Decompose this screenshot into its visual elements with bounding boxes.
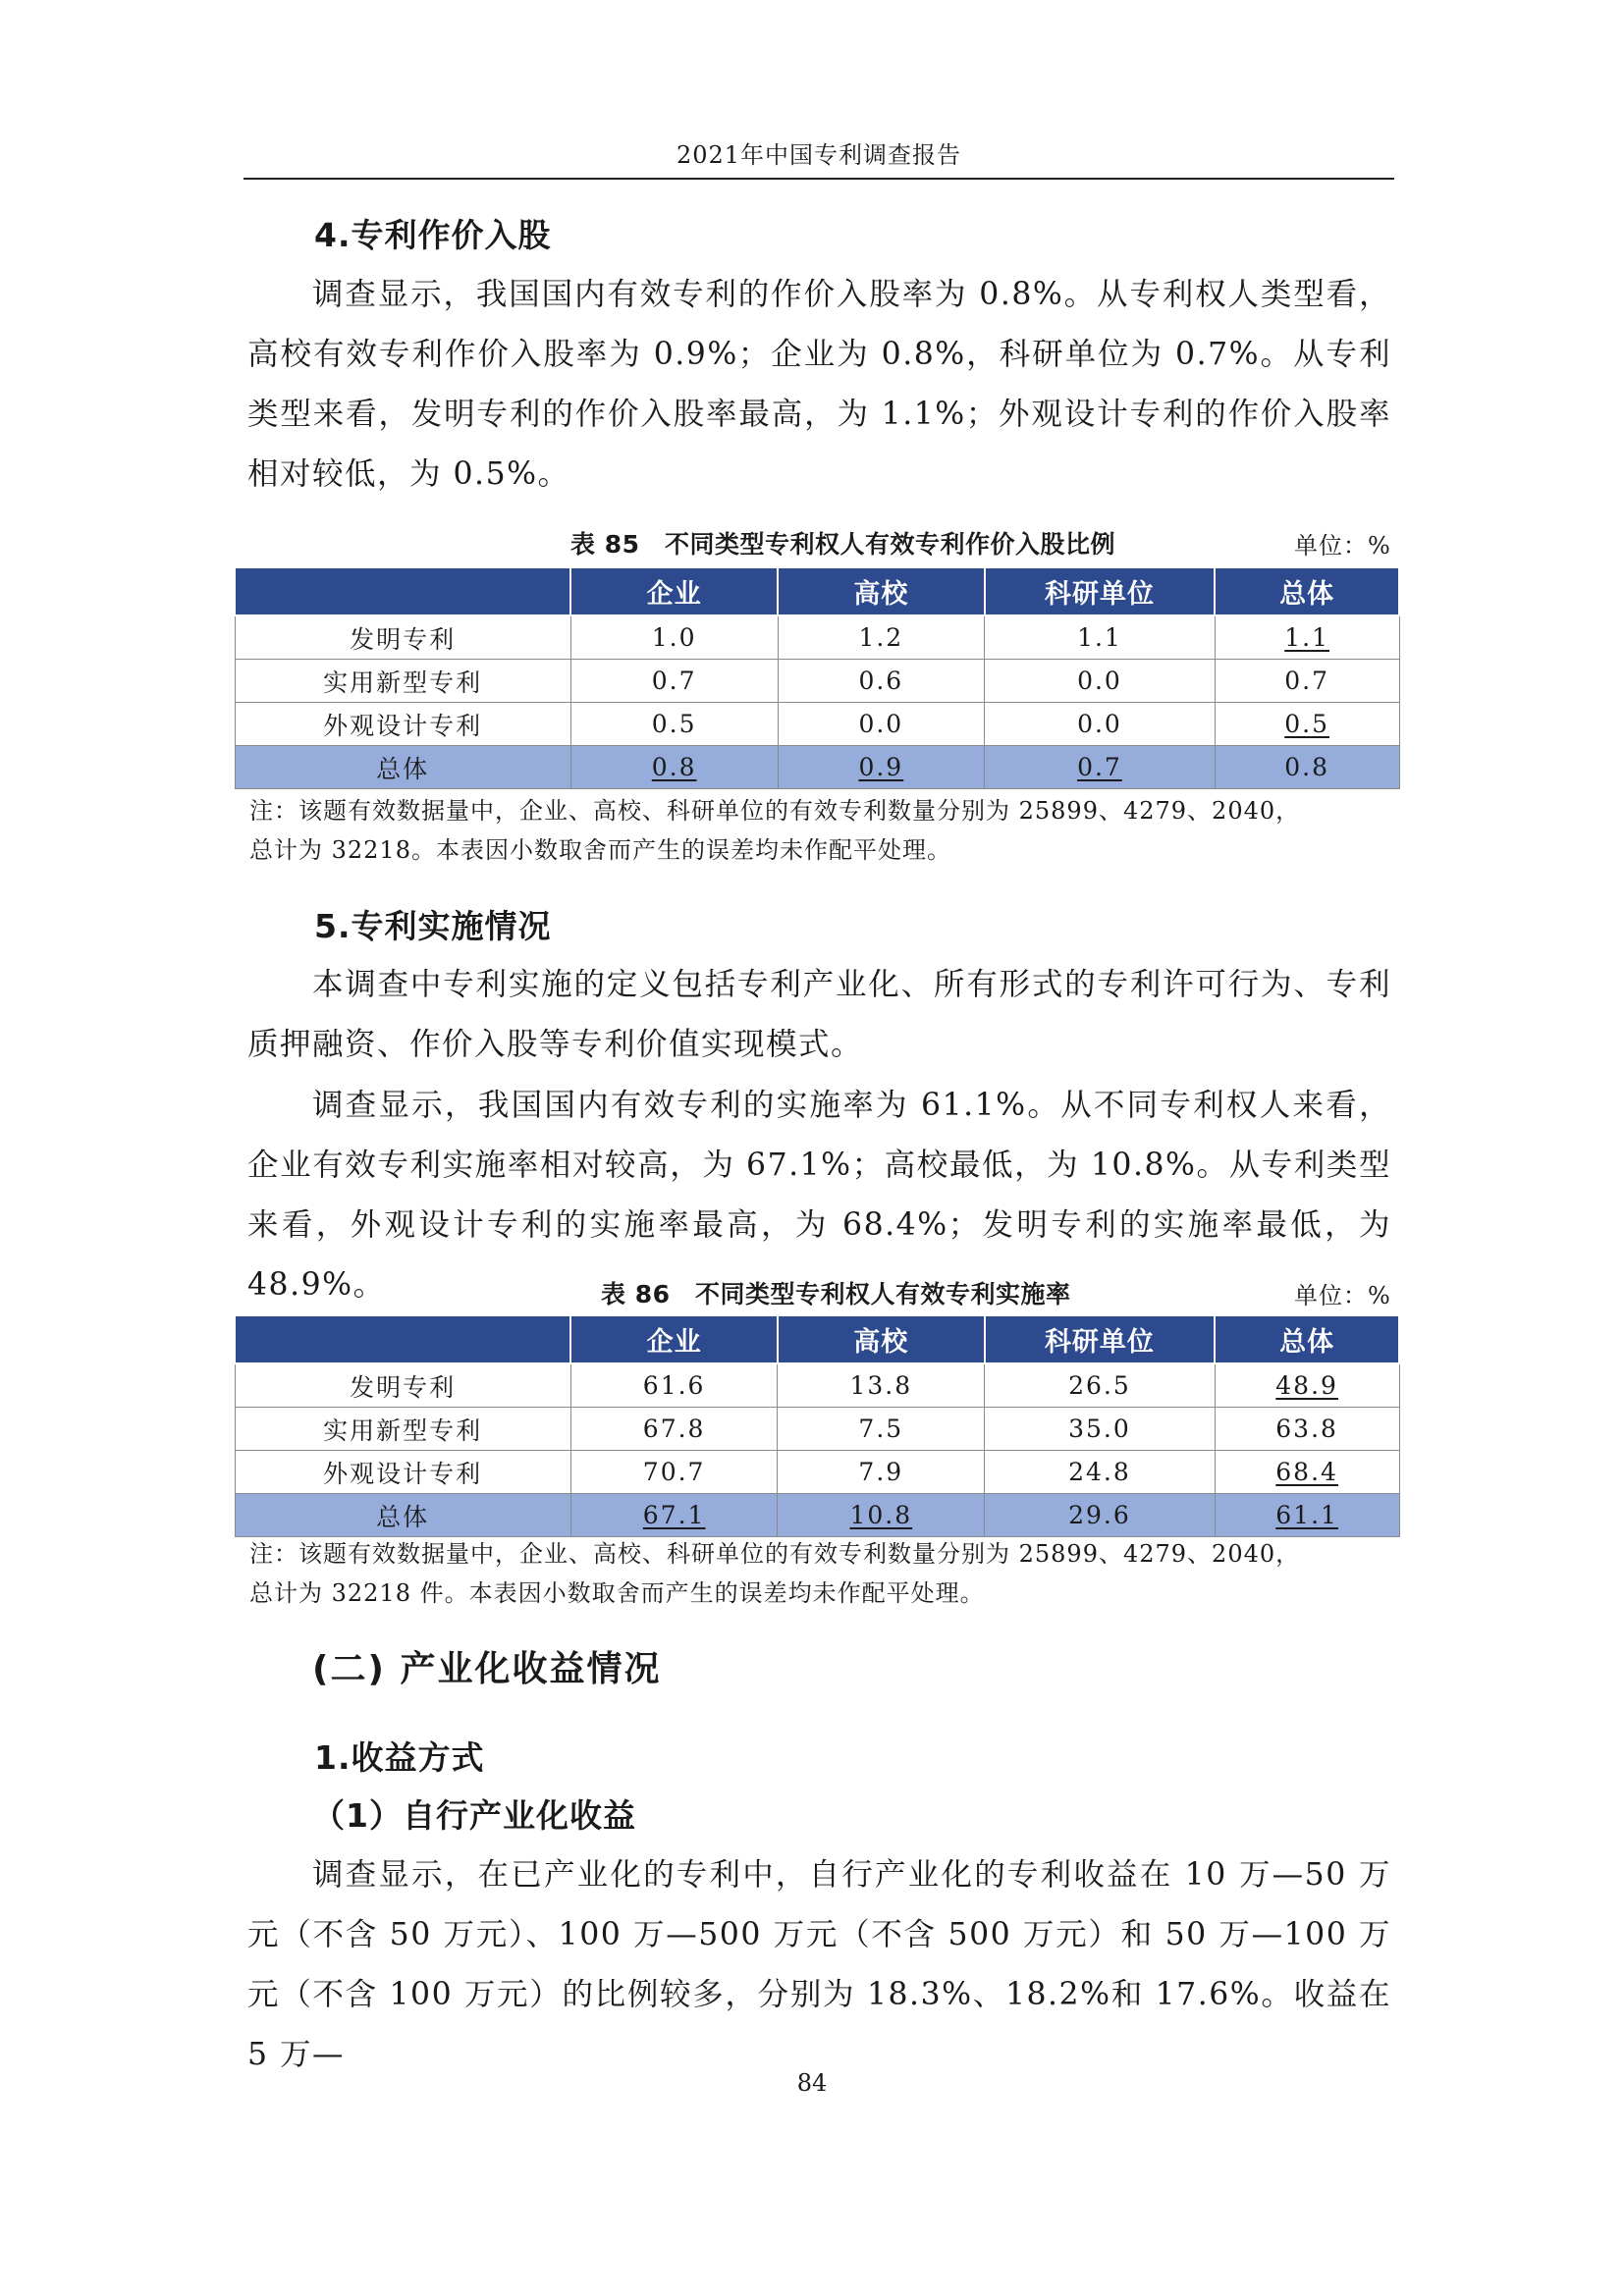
table-row <box>235 1451 1399 1494</box>
table-cell: 7.9 <box>778 1451 985 1494</box>
table-cell <box>985 746 1216 789</box>
table-cell: 70.7 <box>570 1451 778 1494</box>
highlight-value: 67.1 <box>642 1501 706 1529</box>
table-cell <box>1215 1363 1399 1408</box>
table-cell: 0.8 <box>1215 746 1399 789</box>
note-line: 总计为 32218 件。本表因小数取舍而产生的误差均未作配平处理。 <box>249 1579 985 1607</box>
header-cell <box>235 567 570 615</box>
table-cell: 0.0 <box>985 660 1216 703</box>
table-85 <box>234 566 1400 789</box>
note-line: 注：该题有效数据量中，企业、高校、科研单位的有效专利数量分别为 25899、4279、2040， <box>249 1540 1301 1568</box>
table-cell: 0.7 <box>1215 660 1399 703</box>
table-header-row <box>235 1315 1399 1363</box>
table-cell <box>570 1494 778 1537</box>
page-number: 84 <box>796 2069 828 2097</box>
highlight-value: 0.9 <box>858 753 904 781</box>
table-total-row <box>235 1494 1399 1537</box>
table-cell <box>1215 1494 1399 1537</box>
table-cell: 0.6 <box>778 660 985 703</box>
section-title-equity: 4.专利作价入股 <box>314 216 552 254</box>
paragraph-implementation: 调查显示，我国国内有效专利的实施率为 61.1%。从不同专利权人来看，企业有效专利实施率相对较高，为 67.1%；高校最低，为 10.8%。从专利类型来看，外观设计专利的实施率最高，为 68.4%；发明专利的实施率最低，为 48.9%。 <box>247 1088 1391 1303</box>
table-cell: 24.8 <box>985 1451 1216 1494</box>
header-cell: 总体 <box>1215 567 1399 615</box>
table-cell: 7.5 <box>778 1408 985 1451</box>
table-row <box>235 615 1399 660</box>
table-cell <box>1215 615 1399 660</box>
header-cell <box>235 1315 570 1363</box>
table-cell: 1.2 <box>778 615 985 660</box>
header-cell: 科研单位 <box>985 1315 1216 1363</box>
highlight-value: 48.9 <box>1275 1371 1338 1400</box>
table-cell <box>1215 1451 1399 1494</box>
table-86-unit: 单位：% <box>1294 1282 1391 1309</box>
table-cell: 35.0 <box>985 1408 1216 1451</box>
header-cell: 科研单位 <box>985 567 1216 615</box>
header-cell: 企业 <box>570 1315 778 1363</box>
row-label: 外观设计专利 <box>235 1451 570 1494</box>
table-cell <box>1215 703 1399 746</box>
highlight-value: 0.8 <box>651 753 697 781</box>
header-cell: 高校 <box>778 1315 985 1363</box>
table-cell: 0.7 <box>570 660 778 703</box>
table-cell <box>778 746 985 789</box>
table-86-caption: 表 86 不同类型专利权人有效专利实施率 <box>601 1280 1071 1308</box>
table-cell: 67.8 <box>570 1408 778 1451</box>
note-line: 总计为 32218。本表因小数取舍而产生的误差均未作配平处理。 <box>249 836 951 864</box>
table-row <box>235 703 1399 746</box>
row-label: 外观设计专利 <box>235 703 570 746</box>
running-header: 2021年中国专利调查报告 <box>676 141 962 169</box>
table-85-note <box>249 791 1398 870</box>
paragraph-equity: 调查显示，我国国内有效专利的作价入股率为 0.8%。从专利权人类型看，高校有效专利作价入股率为 0.9%；企业为 0.8%，科研单位为 0.7%。从专利类型来看，发明专利的作价入股率最高，为 1.1%；外观设计专利的作价入股率相对较低，为 0.5%。 <box>247 277 1391 492</box>
header-cell: 企业 <box>570 567 778 615</box>
table-cell: 63.8 <box>1215 1408 1399 1451</box>
header-cell: 总体 <box>1215 1315 1399 1363</box>
row-label: 总体 <box>235 746 570 789</box>
highlight-value: 1.1 <box>1284 623 1330 652</box>
paragraph-definition: 本调查中专利实施的定义包括专利产业化、所有形式的专利许可行为、专利质押融资、作价入股等专利价值实现模式。 <box>247 967 1391 1062</box>
highlight-value: 0.7 <box>1077 753 1122 781</box>
row-label: 实用新型专利 <box>235 660 570 703</box>
subsection-title-self-industrialization: （1）自行产业化收益 <box>312 1796 636 1835</box>
row-label: 发明专利 <box>235 1363 570 1408</box>
header-cell: 高校 <box>778 567 985 615</box>
section-title-implementation: 5.专利实施情况 <box>314 907 552 945</box>
table-row <box>235 1363 1399 1408</box>
highlight-value: 61.1 <box>1275 1501 1338 1529</box>
note-line: 注：该题有效数据量中，企业、高校、科研单位的有效专利数量分别为 25899、4279、2040， <box>249 797 1301 825</box>
table-cell: 0.0 <box>985 703 1216 746</box>
table-86 <box>234 1314 1400 1537</box>
table-header-row <box>235 567 1399 615</box>
highlight-value: 68.4 <box>1275 1458 1338 1486</box>
table-86-note <box>249 1534 1398 1613</box>
highlight-value: 0.5 <box>1284 710 1330 738</box>
table-cell: 0.0 <box>778 703 985 746</box>
table-row <box>235 660 1399 703</box>
table-85-caption: 表 85 不同类型专利权人有效专利作价入股比例 <box>570 530 1115 559</box>
header-rule <box>244 178 1394 180</box>
table-cell: 29.6 <box>985 1494 1216 1537</box>
table-cell: 1.0 <box>570 615 778 660</box>
table-cell: 61.6 <box>570 1363 778 1408</box>
table-row <box>235 1408 1399 1451</box>
table-cell <box>570 746 778 789</box>
table-cell: 26.5 <box>985 1363 1216 1408</box>
table-total-row <box>235 746 1399 789</box>
table-cell <box>778 1494 985 1537</box>
row-label: 实用新型专利 <box>235 1408 570 1451</box>
row-label: 总体 <box>235 1494 570 1537</box>
section-title-revenue: (二) 产业化收益情况 <box>312 1649 662 1689</box>
subsection-title-revenue-mode: 1.收益方式 <box>314 1738 485 1777</box>
highlight-value: 10.8 <box>849 1501 913 1529</box>
table-cell: 0.5 <box>570 703 778 746</box>
row-label: 发明专利 <box>235 615 570 660</box>
table-85-unit: 单位：% <box>1294 532 1391 560</box>
table-cell: 1.1 <box>985 615 1216 660</box>
table-cell: 13.8 <box>778 1363 985 1408</box>
paragraph-revenue: 调查显示，在已产业化的专利中，自行产业化的专利收益在 10 万—50 万元（不含 50 万元）、100 万—500 万元（不含 500 万元）和 50 万—100 万元（不含 100 万元）的比例较多，分别为 18.3%、18.2%和 17.6%。收益在 5 万— <box>247 1857 1391 2072</box>
